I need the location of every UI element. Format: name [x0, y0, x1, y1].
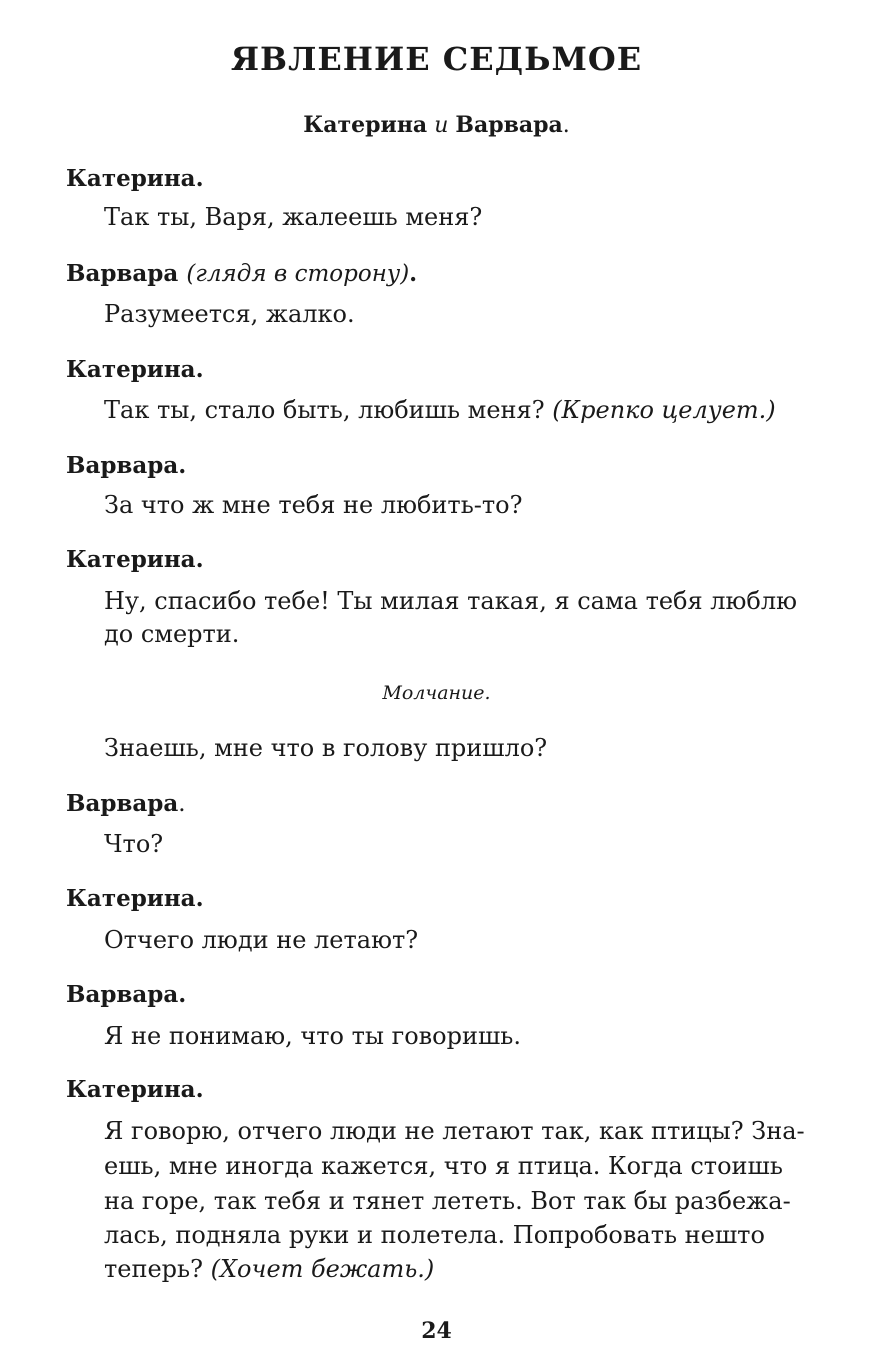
speaker-label — [66, 260, 417, 287]
stage-direction: (Хочет бежать.) — [210, 1255, 435, 1283]
dialogue-line: Знаешь, мне что в голову пришло? — [104, 734, 548, 762]
speaker-label: Катерина. — [66, 885, 204, 912]
dialogue-line: Ну, спасибо тебе! Ты милая такая, я сама тебя люблю — [104, 587, 797, 615]
dialogue-line — [104, 394, 820, 427]
speaker-label: Катерина. — [66, 356, 204, 383]
speaker-name: Варвара — [66, 790, 179, 817]
dialogue-line: лась, подняла руки и полетела. Попробовать нешто — [104, 1221, 765, 1249]
dialogue-line: на горе, так тебя и тянет лететь. Вот так бы разбежа- — [104, 1187, 791, 1215]
dialogue-line: Я не понимаю, что ты говоришь. — [104, 1022, 521, 1050]
stage-direction: (глядя в сторону) — [186, 261, 410, 287]
speaker-period: . — [178, 791, 186, 817]
speaker-label — [66, 790, 186, 817]
speaker-label: Варвара. — [66, 981, 187, 1008]
cast-name-varvara: Варвара — [455, 112, 563, 138]
dialogue-line: Разумеется, жалко. — [104, 300, 355, 328]
speaker-label: Катерина. — [66, 1076, 204, 1103]
speaker-label: Варвара. — [66, 452, 187, 479]
dialogue-text: теперь? — [104, 1255, 211, 1283]
speaker-period: . — [409, 260, 418, 287]
stage-direction-centered: Молчание. — [382, 682, 491, 704]
scene-cast — [0, 112, 873, 138]
page-number: 24 — [421, 1318, 452, 1344]
speaker-label: Катерина. — [66, 165, 204, 192]
cast-name-katerina: Катерина — [303, 112, 428, 138]
cast-period: . — [562, 113, 570, 138]
dialogue-line: Я говорю, отчего люди не летают так, как птицы? Зна- — [104, 1117, 805, 1145]
dialogue-line — [104, 1253, 820, 1286]
dialogue-line: Так ты, Варя, жалеешь меня? — [104, 203, 483, 231]
cast-conjunction: и — [434, 113, 449, 138]
dialogue-line: Отчего люди не летают? — [104, 926, 419, 954]
scene-title: ЯВЛЕНИЕ СЕДЬМОЕ — [230, 40, 643, 78]
dialogue-line: За что ж мне тебя не любить-то? — [104, 491, 523, 519]
dialogue-line: ешь, мне иногда кажется, что я птица. Когда стоишь — [104, 1152, 783, 1180]
dialogue-line: Что? — [104, 830, 164, 858]
speaker-label: Катерина. — [66, 546, 204, 573]
dialogue-line: до смерти. — [104, 620, 240, 648]
dialogue-text: Так ты, стало быть, любишь меня? — [104, 396, 553, 424]
stage-direction: (Крепко целует.) — [552, 396, 776, 424]
speaker-name: Варвара — [66, 260, 179, 287]
